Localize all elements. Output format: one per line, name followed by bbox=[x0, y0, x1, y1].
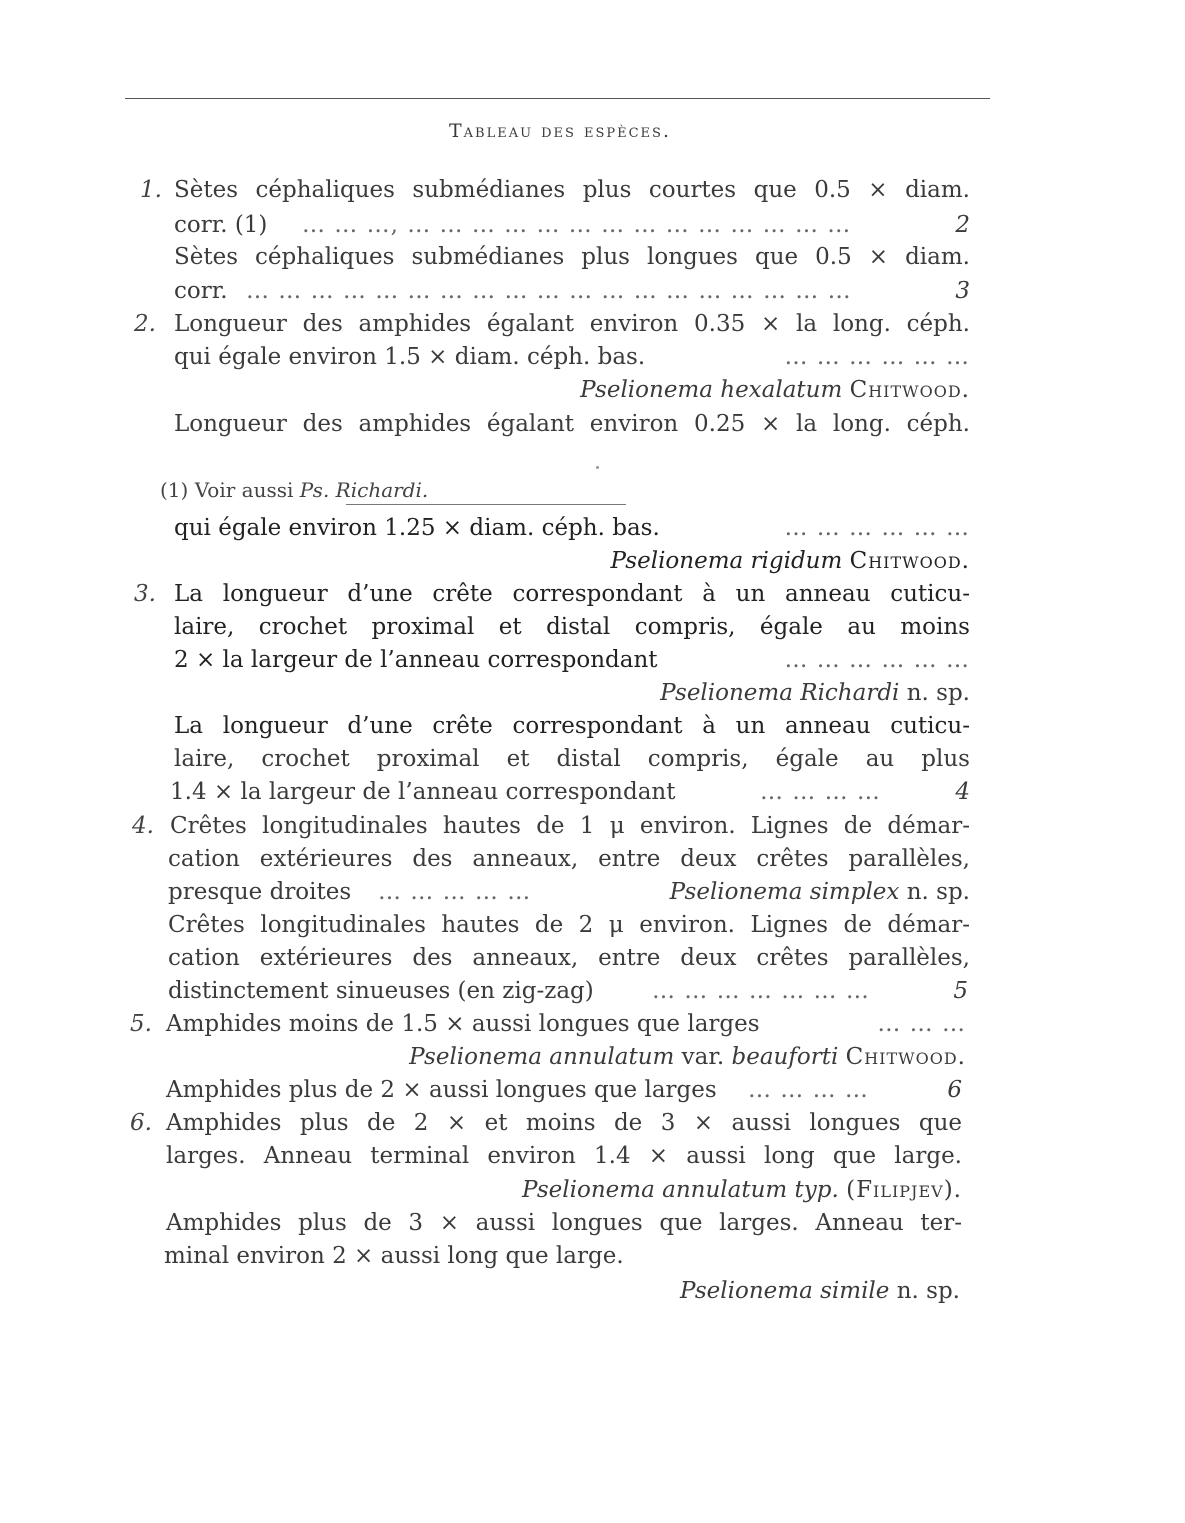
line-text: 1.4 × la largeur de l’anneau correspondant bbox=[170, 779, 676, 805]
key-line: La longueur d’une crête correspondant à un anneau cuticu- bbox=[174, 581, 970, 607]
key-line bbox=[168, 976, 968, 1006]
couplet-reference: 6 bbox=[947, 1077, 962, 1103]
species-name: Pselionema hexalatum bbox=[580, 377, 843, 403]
species-name: Pselionema annulatum typ. bbox=[522, 1177, 839, 1203]
dot-leader: … … … … bbox=[760, 779, 881, 805]
line-text: qui égale environ 1.25 × diam. céph. bas. bbox=[174, 515, 660, 541]
key-line: Crêtes longitudinales hautes de 1 μ environ. Lignes de démar- bbox=[170, 813, 970, 839]
species-author: n. sp. bbox=[906, 680, 970, 706]
dot-leader: … … … … … … bbox=[784, 515, 970, 541]
key-line: Crêtes longitudinales hautes de 2 μ environ. Lignes de démar- bbox=[168, 912, 970, 938]
line-text: corr. bbox=[174, 278, 228, 304]
species-author: Chitwood. bbox=[849, 548, 970, 574]
dot-leader: … … … … … … … bbox=[652, 978, 870, 1004]
species-author: n. sp. bbox=[896, 1278, 960, 1304]
footnote bbox=[160, 476, 428, 504]
dot-leader: … … … … … … bbox=[784, 647, 970, 673]
couplet-number-5: 5. bbox=[130, 1011, 152, 1037]
key-line: Longueur des amphides égalant environ 0.35 × la long. céph. bbox=[174, 311, 970, 337]
couplet-number-2: 2. bbox=[134, 311, 156, 337]
key-line bbox=[166, 1075, 962, 1105]
key-line: Amphides plus de 3 × aussi longues que larges. Anneau ter- bbox=[166, 1210, 962, 1236]
species-line bbox=[174, 375, 970, 405]
species-author: (Filipjev). bbox=[846, 1177, 962, 1203]
key-line: Sètes céphaliques submédianes plus longues que 0.5 × diam. bbox=[174, 244, 970, 270]
line-text: Amphides moins de 1.5 × aussi longues que larges bbox=[166, 1011, 760, 1037]
line-text: Amphides plus de 2 × aussi longues que larges bbox=[166, 1077, 717, 1103]
key-line bbox=[174, 210, 970, 240]
footnote-species: Ps. Richardi. bbox=[299, 478, 429, 502]
species-line bbox=[164, 1276, 960, 1306]
species-name: Pselionema Richardi bbox=[660, 680, 900, 706]
dot-leader: … … … … … … bbox=[784, 344, 970, 370]
line-text: corr. (1) bbox=[174, 212, 268, 238]
couplet-number-6: 6. bbox=[130, 1110, 152, 1136]
key-line: larges. Anneau terminal environ 1.4 × aussi long que large. bbox=[166, 1143, 962, 1169]
couplet-reference: 3 bbox=[955, 278, 970, 304]
dot-leader: … … … bbox=[877, 1011, 966, 1037]
top-rule bbox=[125, 98, 990, 99]
footnote-marker: (1) bbox=[160, 478, 189, 502]
key-line: laire, crochet proximal et distal compris, égale au plus bbox=[174, 746, 970, 772]
couplet-number-1: 1. bbox=[140, 177, 162, 203]
dot-leader: … … … … bbox=[748, 1077, 869, 1103]
key-line bbox=[168, 877, 970, 907]
key-line bbox=[174, 645, 970, 675]
species-author: Chitwood. bbox=[845, 1044, 966, 1070]
species-author: n. sp. bbox=[906, 879, 970, 905]
key-line bbox=[174, 276, 970, 306]
key-line: laire, crochet proximal et distal compris, égale au moins bbox=[174, 614, 970, 640]
key-line: cation extérieures des anneaux, entre deux crêtes parallèles, bbox=[168, 846, 970, 872]
couplet-number-3: 3. bbox=[134, 581, 156, 607]
couplet-reference: 2 bbox=[955, 212, 970, 238]
key-line bbox=[174, 513, 970, 543]
dot-leader: … … … … … … … … … … … … … … … … … … … bbox=[246, 278, 852, 304]
key-line: La longueur d’une crête correspondant à un anneau cuticu- bbox=[174, 713, 970, 739]
couplet-reference: 5 bbox=[953, 978, 968, 1004]
key-line: Longueur des amphides égalant environ 0.25 × la long. céph. bbox=[174, 411, 970, 437]
variety-name: beauforti bbox=[731, 1044, 839, 1070]
key-line: minal environ 2 × aussi long que large. bbox=[164, 1243, 624, 1269]
dot-leader: … … … … … bbox=[378, 879, 532, 905]
table-heading: Tableau des espèces. bbox=[449, 120, 671, 142]
key-line bbox=[174, 342, 970, 372]
footnote-rule bbox=[346, 504, 626, 505]
dot-leader: … … …, … … … … … … … … … … … … … … bbox=[302, 212, 852, 238]
species-line bbox=[166, 1175, 962, 1205]
key-line: Amphides plus de 2 × et moins de 3 × aussi longues que bbox=[166, 1110, 962, 1136]
key-line bbox=[170, 777, 970, 807]
variety-marker: var. bbox=[681, 1044, 725, 1070]
key-line bbox=[166, 1009, 966, 1039]
line-text: qui égale environ 1.5 × diam. céph. bas. bbox=[174, 344, 646, 370]
line-text: distinctement sinueuses (en zig-zag) bbox=[168, 978, 594, 1004]
species-line bbox=[174, 546, 970, 576]
line-text: presque droites bbox=[168, 879, 352, 905]
species-name: Pselionema annulatum bbox=[409, 1044, 675, 1070]
species-line bbox=[174, 678, 970, 708]
species-line bbox=[166, 1042, 966, 1072]
species-name: Pselionema simplex bbox=[669, 879, 900, 905]
footnote-text: Voir aussi bbox=[194, 478, 294, 502]
species-name: Pselionema simile bbox=[680, 1278, 890, 1304]
couplet-reference: 4 bbox=[955, 779, 970, 805]
species-name: Pselionema rigidum bbox=[610, 548, 843, 574]
couplet-number-4: 4. bbox=[132, 813, 154, 839]
species-author: Chitwood. bbox=[849, 377, 970, 403]
line-text: 2 × la largeur de l’anneau correspondant bbox=[174, 647, 658, 673]
page-speck bbox=[596, 466, 599, 469]
key-line: cation extérieures des anneaux, entre deux crêtes parallèles, bbox=[168, 945, 970, 971]
key-line: Sètes céphaliques submédianes plus courtes que 0.5 × diam. bbox=[174, 177, 970, 203]
